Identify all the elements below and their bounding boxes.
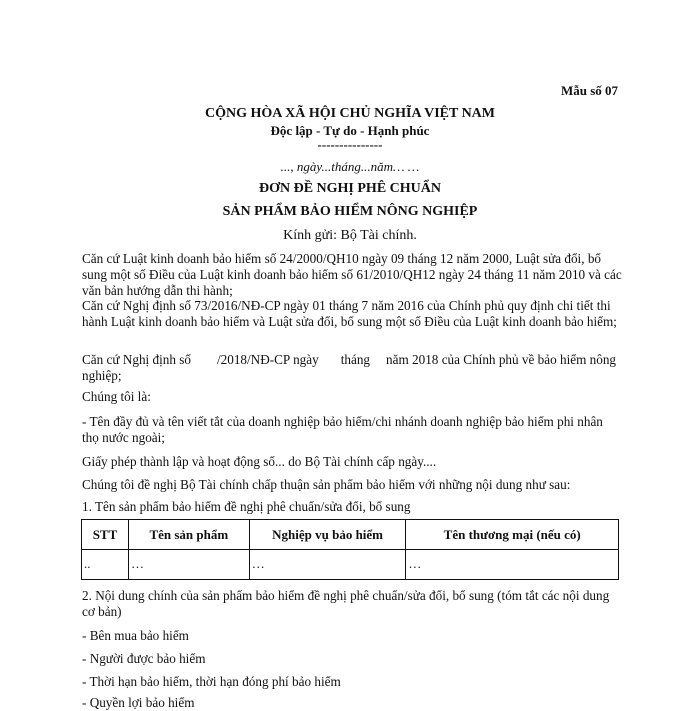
country-name: CỘNG HÒA XÃ HỘI CHỦ NGHĨA VIỆT NAM — [204, 106, 495, 121]
document-title-line2: SẢN PHẨM BẢO HIỂM NÔNG NGHIỆP — [222, 204, 478, 219]
form-number: Mẫu số 07 — [560, 83, 618, 98]
cell-trade-name: … — [406, 550, 619, 580]
company-name-line: - Tên đầy đủ và tên viết tắt của doanh nghiệp bảo hiểm/chi nhánh doanh nghiệp bảo hiểm phi nhân thọ nước ngoài; — [82, 414, 603, 445]
basis-paragraph-2: Căn cứ Nghị định số 73/2016/NĐ-CP ngày 01 tháng 7 năm 2016 của Chính phủ quy định chi tiết thi hành Luật kinh doanh bảo hiểm và Luật sửa đổi, bổ sung một số Điều của Luật kinh doanh bảo hiểm; — [82, 298, 617, 329]
cell-insurance-type: … — [249, 550, 406, 580]
item-insured: - Người được bảo hiểm — [82, 651, 206, 666]
cell-product-name: … — [128, 550, 249, 580]
license-line: Giấy phép thành lập và hoạt động số... do Bộ Tài chính cấp ngày.... — [82, 454, 437, 469]
date-line: ..., ngày...tháng...năm… … — [280, 159, 420, 174]
item-term: - Thời hạn bảo hiểm, thời hạn đóng phí bảo hiểm — [82, 674, 341, 689]
table-row — [82, 550, 619, 580]
motto: Độc lập - Tự do - Hạnh phúc — [270, 123, 430, 138]
recipient: Kính gửi: Bộ Tài chính. — [283, 228, 417, 243]
cell-stt: .. — [82, 550, 129, 580]
request-line: Chúng tôi đề nghị Bộ Tài chính chấp thuận sản phẩm bảo hiểm với những nội dung như sau: — [82, 477, 571, 492]
header-stt: STT — [82, 520, 129, 550]
header-product-name: Tên sản phẩm — [128, 520, 249, 550]
section-1-heading: 1. Tên sản phẩm bảo hiểm đề nghị phê chuẩn/sửa đổi, bổ sung — [82, 499, 411, 514]
header-trade-name: Tên thương mại (nếu có) — [406, 520, 619, 550]
basis3-part-c: tháng — [340, 352, 371, 367]
we-are: Chúng tôi là: — [82, 389, 151, 404]
basis-paragraph-3 — [82, 352, 622, 384]
basis-paragraph-1: Căn cứ Luật kinh doanh bảo hiểm số 24/2000/QH10 ngày 09 tháng 12 năm 2000, Luật sửa đổi, bổ sung một số Điều của Luật kinh doanh bảo hiểm số 61/2010/QH12 ngày 24 tháng 11 năm 2010 và các văn bản hướng dẫn thi hành; — [82, 251, 622, 298]
product-table — [81, 519, 619, 580]
basis3-part-b: /2018/NĐ-CP ngày — [216, 352, 319, 367]
divider: --------------- — [317, 137, 383, 152]
table-header-row — [82, 520, 619, 550]
document-title-line1: ĐƠN ĐỀ NGHỊ PHÊ CHUẨN — [258, 181, 441, 196]
item-buyer: - Bên mua bảo hiểm — [82, 628, 189, 643]
header-insurance-type: Nghiệp vụ bảo hiểm — [249, 520, 406, 550]
item-benefits: - Quyền lợi bảo hiểm — [82, 695, 195, 710]
basis3-part-a: Căn cứ Nghị định số — [82, 352, 191, 367]
section-2-heading: 2. Nội dung chính của sản phẩm bảo hiểm đề nghị phê chuẩn/sửa đổi, bổ sung (tóm tắt các nội dung cơ bản) — [82, 588, 610, 619]
basis3-part-d: năm 2018 của Chính phủ về bảo hiểm nông nghiệp; — [82, 352, 617, 383]
